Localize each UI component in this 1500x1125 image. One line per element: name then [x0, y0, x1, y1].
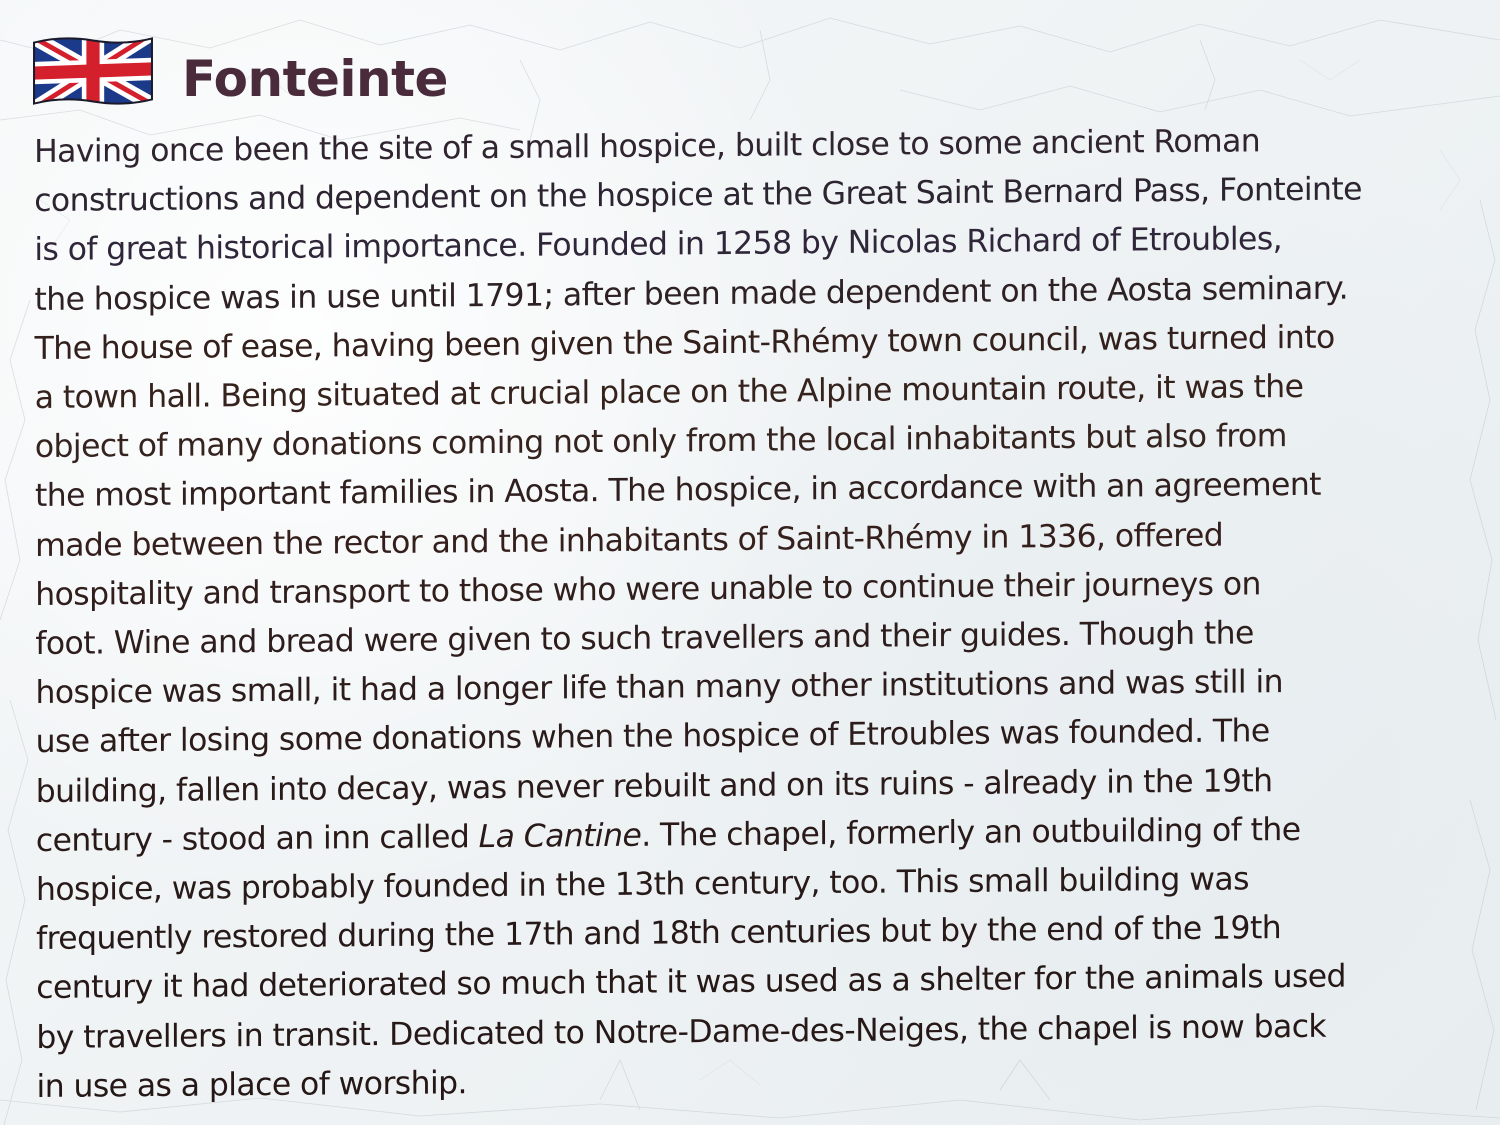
text-line: century it had deteriorated so much that it was used as a shelter for the animals used — [36, 959, 1346, 1007]
text-line: in use as a place of worship. — [36, 1065, 467, 1105]
text-line: foot. Wine and bread were given to such travellers and their guides. Though the — [35, 615, 1254, 663]
text-line: hospice, was probably founded in the 13th century, too. This small building was — [35, 861, 1249, 909]
text-line: The house of ease, having been given the Saint-Rhémy town council, was turned into — [34, 319, 1335, 367]
text-line: a town hall. Being situated at crucial place on the Alpine mountain route, it was the — [34, 368, 1304, 417]
text-line: the hospice was in use until 1791; after been made dependent on the Aosta seminary. — [34, 270, 1349, 318]
text-line: object of many donations coming not only from the local inhabitants but also from — [34, 418, 1287, 466]
uk-flag-icon — [32, 30, 154, 110]
text-line: made between the rector and the inhabitants of Saint-Rhémy in 1336, offered — [35, 517, 1224, 564]
text-line: Having once been the site of a small hospice, built close to some ancient Roman — [34, 123, 1261, 170]
inn-name: La Cantine — [478, 817, 642, 855]
text-line: by travellers in transit. Dedicated to Notre-Dame-des-Neiges, the chapel is now back — [36, 1008, 1327, 1056]
text-line: hospitality and transport to those who were unable to continue their journeys on — [35, 566, 1261, 613]
text-fragment: . The chapel, formerly an outbuilding of the — [641, 811, 1301, 854]
text-line: is of great historical importance. Founded in 1258 by Nicolas Richard of Etroubles, — [34, 221, 1283, 269]
text-line: hospice was small, it had a longer life than many other institutions and was still in — [35, 664, 1284, 712]
text-fragment: century - stood an inn called — [35, 818, 479, 859]
text-line: building, fallen into decay, was never rebuilt and on its ruins - already in the 19th — [35, 762, 1273, 810]
text-line: frequently restored during the 17th and 18th centuries but by the end of the 19th — [36, 910, 1282, 958]
text-line: constructions and dependent on the hospice at the Great Saint Bernard Pass, Fonteinte — [34, 171, 1362, 220]
sign-title: Fonteinte — [182, 49, 448, 108]
sign-header — [32, 28, 448, 113]
sign-body-text — [34, 116, 1462, 1112]
text-line: the most important families in Aosta. The hospice, in accordance with an agreement — [34, 467, 1321, 515]
text-line: use after losing some donations when the hospice of Etroubles was founded. The — [35, 713, 1270, 761]
